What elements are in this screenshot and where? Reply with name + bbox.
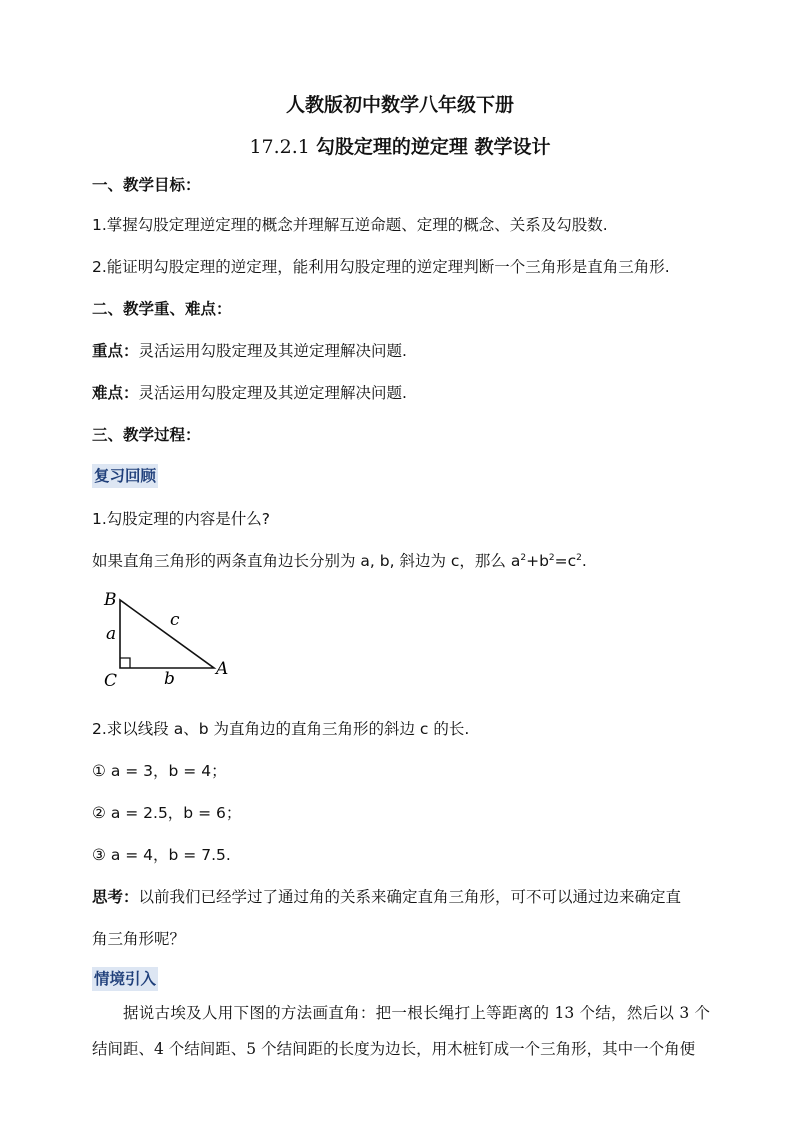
think-text-1: 以前我们已经学过了通过角的关系来确定直角三角形，可不可以通过边来确定直 [138, 888, 682, 906]
exponent: 2 [548, 552, 555, 563]
case-2: ② a = 2.5，b = 6； [92, 804, 242, 822]
section-number: 17.2.1 [249, 136, 310, 158]
question-1: 1.勾股定理的内容是什么? [92, 510, 271, 528]
document-subtitle [0, 132, 800, 159]
right-triangle-figure [96, 588, 246, 688]
vertex-label-b: B [104, 590, 117, 610]
side-label-b: b [164, 669, 175, 688]
answer-text-end: . [581, 552, 587, 570]
right-angle-marker [120, 658, 130, 668]
heading-teaching-process: 三、教学过程： [92, 426, 201, 444]
review-tag: 复习回顾 [92, 464, 158, 488]
key-point-text: 灵活运用勾股定理及其逆定理解决问题. [138, 342, 407, 360]
goal-item-2: 2.能证明勾股定理的逆定理，能利用勾股定理的逆定理判断一个三角形是直角三角形. [92, 258, 670, 276]
goal-item-1: 1.掌握勾股定理逆定理的概念并理解互逆命题、定理的概念、关系及勾股数. [92, 216, 608, 234]
answer-text-mid1: +b [526, 552, 549, 570]
difficulty-text: 灵活运用勾股定理及其逆定理解决问题. [138, 384, 407, 402]
vertex-label-c: C [104, 671, 118, 688]
think-line-1 [92, 887, 681, 907]
difficulty-label: 难点： [92, 384, 139, 402]
difficulty-line [92, 383, 407, 403]
key-point-line [92, 341, 407, 361]
scenario-intro-tag: 情境引入 [92, 967, 158, 991]
vertex-label-a: A [216, 659, 229, 679]
heading-teaching-goals: 一、教学目标： [92, 176, 201, 194]
think-label: 思考： [92, 888, 139, 906]
case-1: ① a = 3，b = 4； [92, 762, 227, 780]
exponent: 2 [520, 552, 527, 563]
triangle-shape [120, 600, 214, 668]
answer-text-mid2: =c [554, 552, 577, 570]
think-line-2: 角三角形呢？ [92, 930, 186, 948]
exponent: 2 [576, 552, 582, 563]
answer-text-prefix: 如果直角三角形的两条直角边长分别为 a, b, 斜边为 c，那么 a [92, 552, 521, 570]
scenario-paragraph: 据说古埃及人用下图的方法画直角：把一根长绳打上等距离的 13 个结，然后以 3 个结间距、4 个结间距、5 个结间距的长度为边长，用木桩钉成一个三角形，其中一个角便 [92, 1004, 710, 1058]
key-point-label: 重点： [92, 342, 139, 360]
document-title: 人教版初中数学八年级下册 [285, 94, 514, 116]
case-3: ③ a = 4，b = 7.5. [92, 846, 231, 864]
side-label-a: a [106, 624, 117, 644]
question-1-answer [92, 551, 587, 571]
heading-key-points: 二、教学重、难点： [92, 300, 232, 318]
subtitle-text: 勾股定理的逆定理 教学设计 [315, 136, 551, 158]
side-label-c: c [170, 610, 180, 630]
question-2: 2.求以线段 a、b 为直角边的直角三角形的斜边 c 的长. [92, 720, 470, 738]
